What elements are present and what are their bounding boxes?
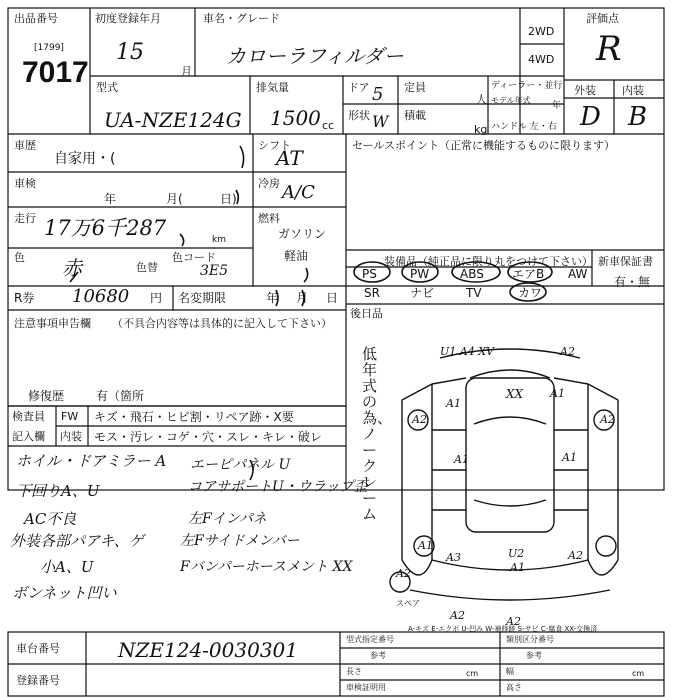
warranty-options: 有・無 (614, 275, 651, 289)
equipment-abs: ABS (460, 267, 484, 281)
first-reg-label: 初度登録年月 (95, 12, 161, 25)
doors-label: ドア (348, 81, 370, 94)
remark-right-3: 左Fインパネ (188, 511, 267, 527)
exterior-label: 外装 (574, 84, 596, 97)
shift-value: AT (276, 146, 303, 170)
new-car-warranty-label: 新車保証書 (598, 255, 653, 268)
repair-value: 有（箇所 (96, 389, 145, 403)
mark-a2-2: A2 (600, 413, 615, 426)
shape-value: W (372, 112, 389, 131)
mark-a2-1: A2 (412, 413, 427, 426)
remark-right-2: コアサポートU・ウラップ歪 (188, 479, 368, 495)
mark-a1-6: A1 (510, 561, 525, 574)
remark-6: ボンネット凹い (12, 584, 117, 602)
name-change-day: 日 (326, 291, 339, 305)
vehicle-doc-label: 車検証明用 (346, 683, 386, 692)
displacement-label: 排気量 (256, 81, 289, 94)
equipment-tv: TV (466, 286, 482, 300)
mark-a1-1: A1 (446, 397, 461, 410)
fuel-diesel: 軽油 (284, 249, 309, 263)
model-year-label: モデル年式 (491, 96, 531, 105)
inspection-label: 車検 (14, 177, 36, 190)
rear-note-label: 後日品 (350, 307, 383, 320)
legend: A-キズ E-エクボ U-凹み W-補修跡 S-サビ C-腐食 XX-交換済 (408, 625, 598, 633)
inspection-year: 年 (104, 192, 117, 206)
model-grade-label: 車名・グレード (203, 12, 280, 25)
fuel-gas: ガソリン (278, 227, 327, 241)
category-label: 類別区分番号 (506, 635, 554, 644)
history-value: 自家用・( (54, 151, 116, 167)
color-code-value: 3E5 (200, 263, 229, 279)
lot-label: 出品番号 (14, 12, 58, 25)
remark-right-4: 左Fサイドメンバー (180, 533, 300, 549)
name-change-label: 名変期限 (178, 291, 227, 305)
remark-5: 小A、U (40, 558, 94, 576)
color-value: 赤 (62, 256, 82, 280)
vertical-note: 低年式の為、ノークレーム (362, 345, 393, 523)
mileage-label: 走行 (14, 212, 36, 225)
color-change-label: 色替 (136, 261, 158, 274)
r-value: 10680 (72, 286, 130, 307)
shift-label: シフト (258, 139, 291, 152)
color-label: 色 (14, 251, 25, 264)
displacement-value: 1500 (270, 106, 321, 130)
mileage-value: 17万6千287 (44, 216, 167, 240)
equipment-airbag: エアB (512, 267, 545, 281)
type-label: 型式 (96, 81, 118, 94)
handle-label: ハンドル 左・右 (491, 122, 557, 132)
remark-1: ホイル・ドアミラー A (16, 452, 167, 470)
lot-number: 7017 (22, 56, 89, 89)
name-change-month: 月 (296, 291, 309, 305)
cm-unit-2: cm (632, 669, 645, 678)
first-reg-year: 15 (116, 40, 144, 65)
remark-2: 下回りA、U (16, 482, 100, 500)
inspection-month: 月( (166, 192, 183, 206)
chassis-label: 車台番号 (16, 642, 60, 655)
type-cert-label: 型式指定番号 (346, 635, 394, 644)
name-change-year: 年 (266, 291, 279, 305)
color-code-label: 色コード (172, 251, 216, 264)
load-unit: kg (474, 123, 488, 136)
km-unit: km (212, 235, 226, 245)
fw-items: キズ・飛石・ヒビ割・リペア跡・X要 (94, 410, 294, 424)
mark-top-right: A2 (560, 345, 575, 358)
capacity-label: 定員 (404, 81, 426, 94)
interior-items-label: 内装 (60, 430, 82, 443)
mark-a3: A3 (446, 551, 461, 564)
inspector-label: 検査員 (12, 410, 45, 423)
remark-3: AC不良 (24, 510, 77, 528)
shape-label: 形状 (348, 109, 370, 122)
capacity-unit: 人 (476, 93, 487, 106)
inspection-day: 日) (220, 192, 237, 206)
height-label: 高さ (506, 683, 522, 692)
mark-a1-2: A1 (550, 387, 565, 400)
grade-label: 評価点 (586, 12, 619, 25)
interior-label: 内装 (622, 84, 644, 97)
load-label: 積載 (404, 109, 426, 122)
mark-a1-5: A1 (418, 539, 433, 552)
mark-a1-3: A1 (454, 453, 469, 466)
yen-unit: 円 (150, 291, 163, 305)
auction-code: [1799] (34, 43, 64, 53)
remark-right-5: Fバンパーホースメント XX (180, 559, 353, 575)
fuel-label: 燃料 (258, 212, 280, 225)
spare-label: スペア (396, 599, 420, 608)
equipment-pw: PW (410, 267, 430, 281)
notes-instruction: （不具合内容等は具体的に記入して下さい） (112, 317, 332, 330)
mark-a2-3: A2 (568, 549, 583, 562)
notes-label: 注意事項申告欄 (14, 317, 91, 330)
mark-a1-4: A1 (562, 451, 577, 464)
dealer-label: ディーラー・並行 (491, 81, 563, 91)
aircon-value: A/C (282, 182, 315, 203)
history-label: 車歴 (14, 139, 36, 152)
drive-2wd: 2WD (528, 25, 555, 38)
equipment-ps: PS (362, 267, 377, 281)
remark-4: 外装各部パアキ、ゲ (10, 532, 144, 550)
mark-hood: XX (506, 387, 524, 401)
mark-a2-5: A2 (506, 615, 521, 628)
model-name: カローラフィルダー (226, 44, 404, 68)
equipment-aw: AW (568, 267, 588, 281)
drive-4wd: 4WD (528, 53, 555, 66)
year-unit: 年 (552, 101, 562, 111)
width-label: 幅 (506, 667, 514, 676)
entry-label: 記入欄 (12, 430, 45, 443)
equipment-label: 装備品（純正品に限り丸をつけて下さい） (384, 255, 593, 268)
mark-u2: U2 (508, 547, 525, 560)
interior-grade: B (628, 102, 648, 132)
reg-label: 登録番号 (16, 674, 60, 687)
exterior-grade: D (580, 102, 601, 132)
mark-a2-6: A2 (396, 567, 411, 580)
equipment-navi: ナビ (410, 286, 435, 300)
mark-a2-4: A2 (450, 609, 465, 622)
type-value: UA-NZE124G (104, 108, 242, 132)
mark-top: U1 A4 XV (440, 345, 494, 358)
interior-items: モス・汚レ・コゲ・穴・スレ・キレ・破レ (94, 430, 322, 444)
grade-value: R (596, 29, 622, 69)
repair-label: 修復歴 (28, 389, 65, 403)
length-label: 長さ (346, 667, 362, 676)
r-label: R券 (14, 291, 35, 305)
cc-unit: cc (322, 119, 335, 132)
remark-right-1: エーピパネル U (190, 457, 291, 473)
month-unit: 月 (181, 65, 192, 78)
reference-2: 参考 (526, 651, 542, 660)
sales-point-label: セールスポイント（正常に機能するものに限ります） (352, 139, 616, 152)
equipment-leather: カワ (518, 286, 543, 300)
chassis-value: NZE124-0030301 (118, 638, 298, 662)
aircon-label: 冷房 (258, 177, 280, 190)
doors-value: 5 (372, 84, 384, 105)
reference-1: 参考 (370, 651, 386, 660)
cm-unit-1: cm (466, 669, 479, 678)
fw-label: FW (61, 410, 79, 423)
equipment-sr: SR (364, 286, 380, 300)
